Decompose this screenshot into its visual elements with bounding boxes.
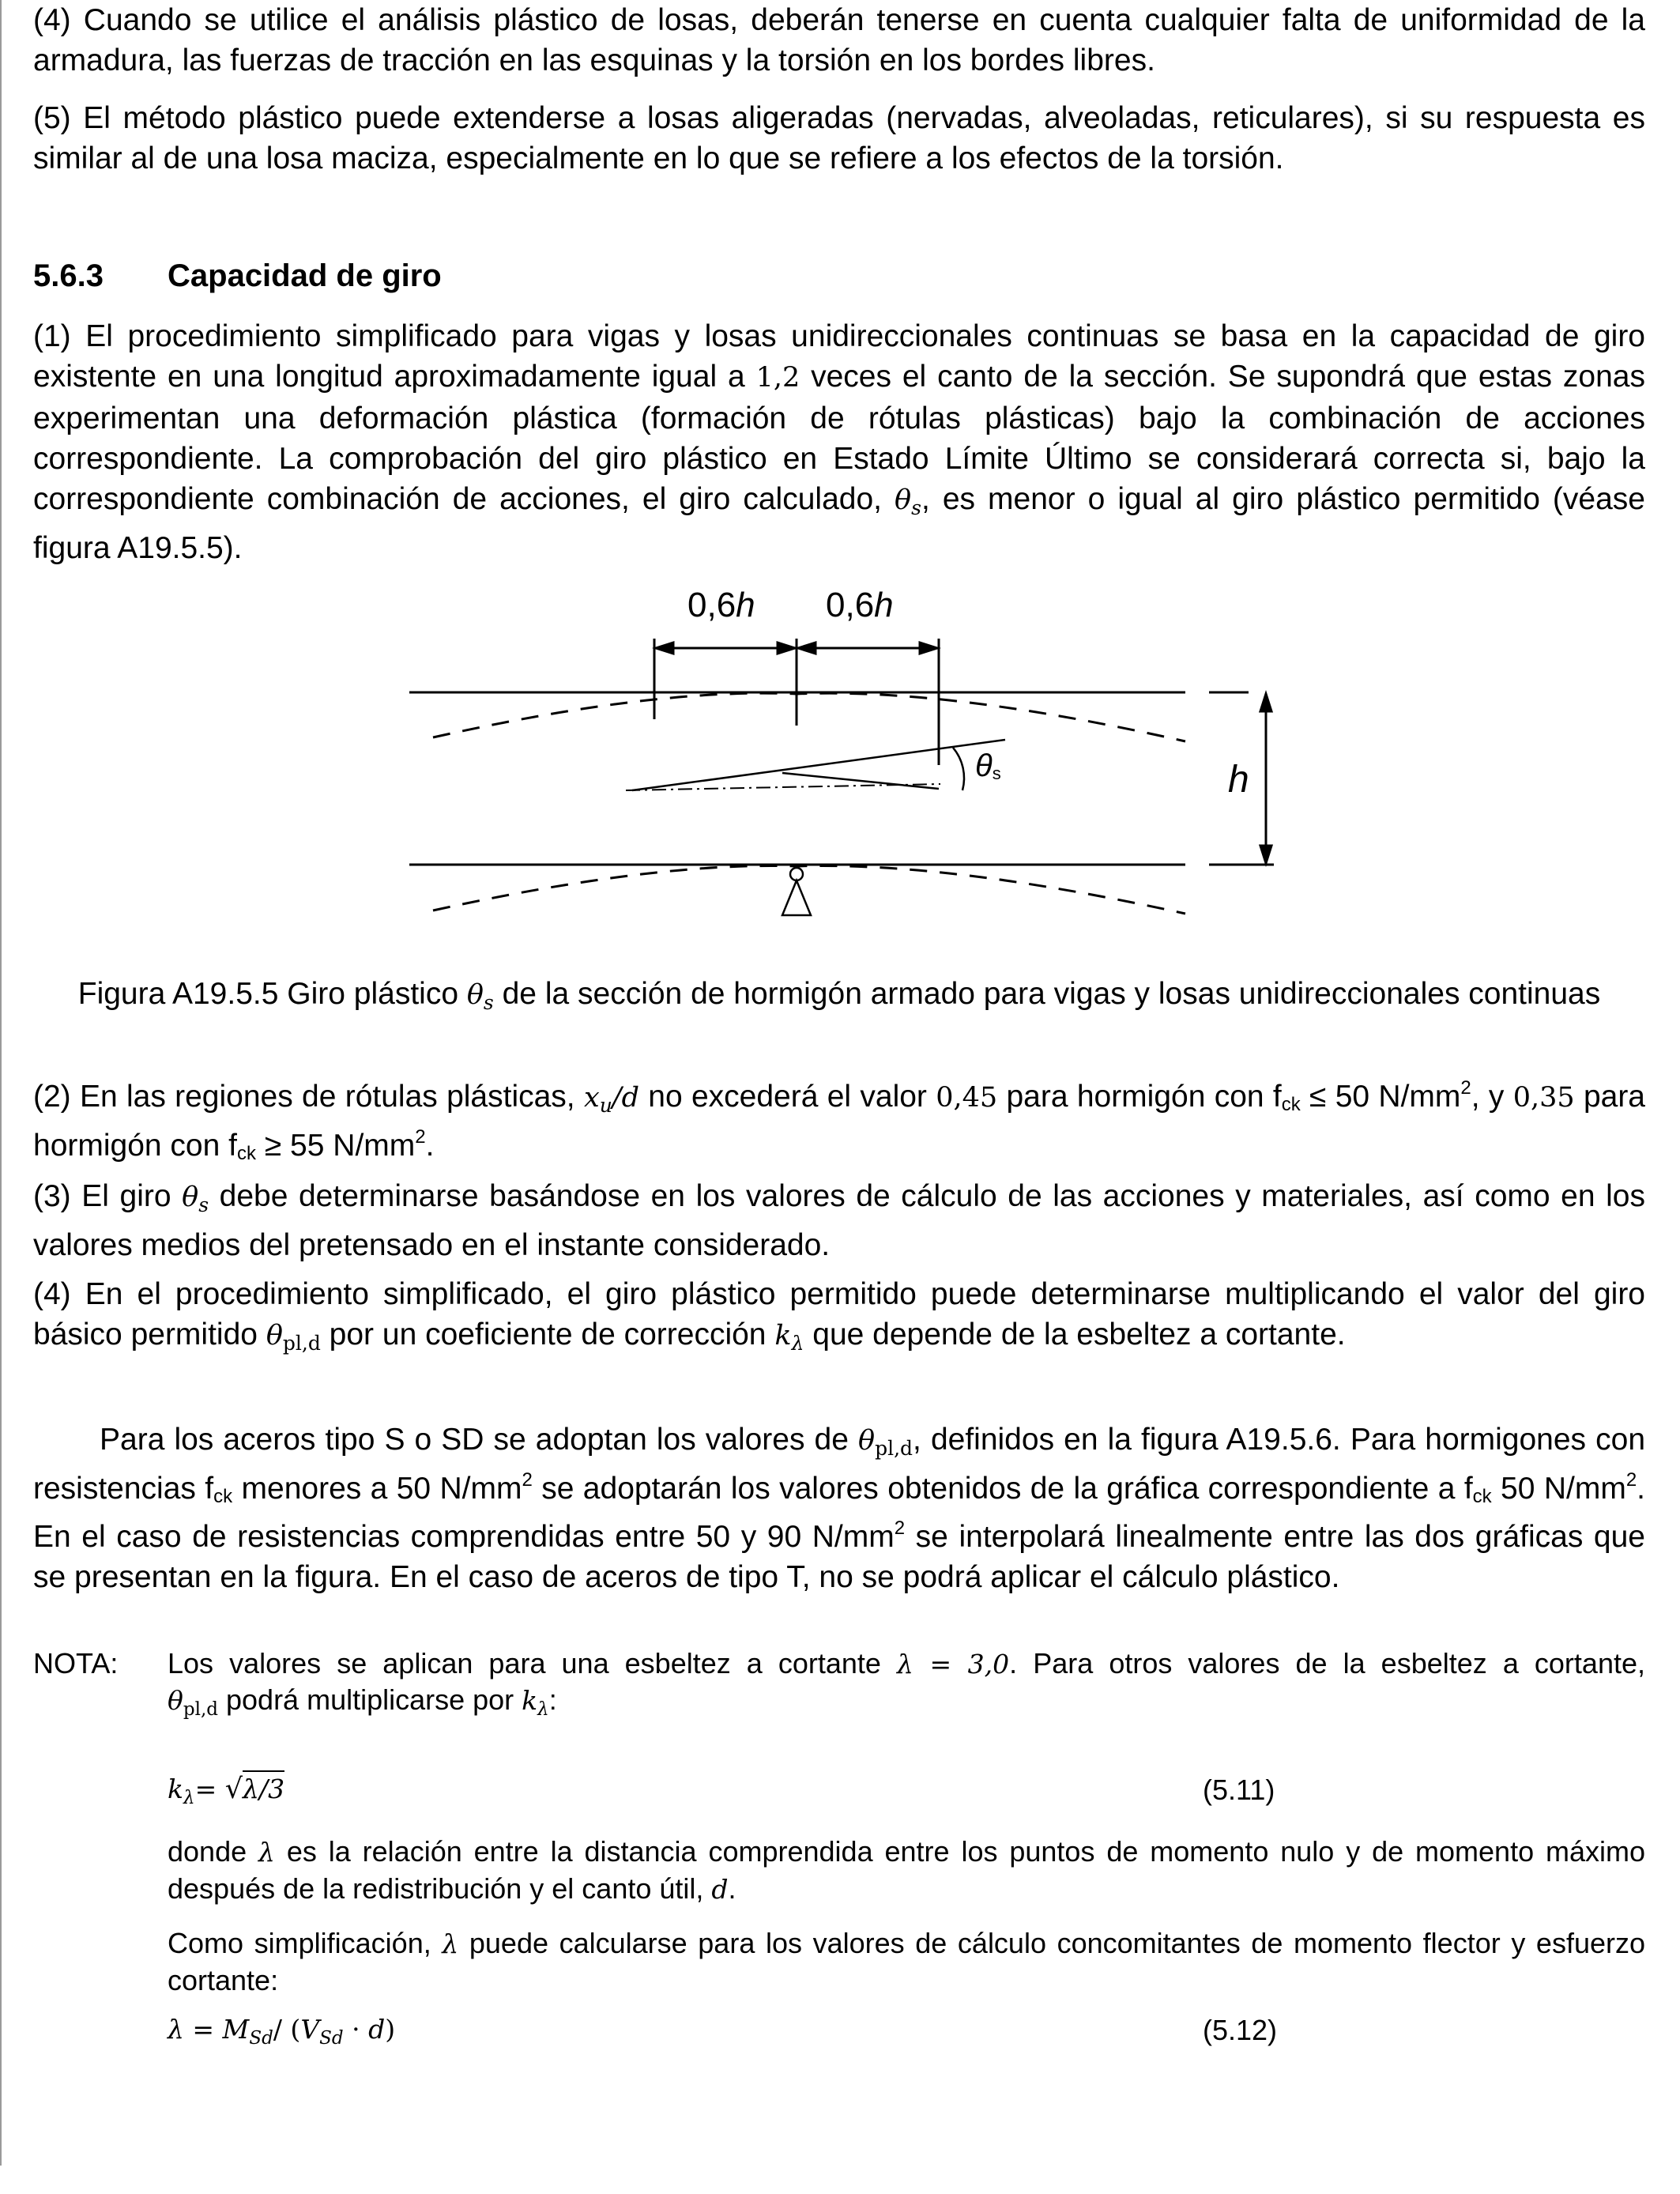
plastic-rotation-figure — [395, 583, 1312, 923]
dim-arrow-left — [656, 643, 673, 654]
p1-text-a: (1) El procedimiento simplificado para vigas y losas unidireccionales continuas se basa en la capacidad de giro existente en una longitud aproximadamente igual a — [33, 319, 1645, 394]
eq1-k-symbol: k — [168, 1774, 183, 1804]
paragraph-5-lightened-slabs: (5) El método plástico puede extenderse a losas aligeradas (nervadas, alveoladas, reticulares), si su respuesta es similar al de una losa maciza, especialmente en lo que se refiere a los efectos de la torsión. — [33, 101, 1645, 175]
p1-text-c: , es menor o igual al giro plástico permitido (véase figura A19.5.5). — [33, 482, 1645, 565]
paragraph-steel-types — [33, 1419, 1645, 1597]
steel-fck-sub-2: ck — [1472, 1486, 1492, 1507]
equation-5-12-number: (5.12) — [1203, 2014, 1278, 2046]
donde-text-a: donde — [168, 1835, 259, 1868]
p3-text-b: debe determinarse basándose en los valores de cálculo de las acciones y materiales, así como en los valores medios del pretensado en el instante considerado. — [33, 1179, 1645, 1262]
dim-label-right: 0,6h — [826, 586, 894, 624]
dim-arrow-center-right — [798, 643, 816, 654]
note-l2-text-a: podrá multiplicarse por — [218, 1683, 522, 1716]
rotation-angle-arc — [953, 748, 964, 790]
p2-sup-2: 2 — [415, 1126, 426, 1148]
steel-theta-symbol: θ — [858, 1425, 876, 1457]
caption-text-b: de la sección de hormigón armado para vigas y losas unidireccionales continuas — [493, 977, 1601, 1011]
steel-text-e: 50 N/mm — [1491, 1472, 1626, 1506]
rotated-chord-line — [632, 740, 1005, 790]
paragraph-4-simplified-procedure — [33, 1274, 1645, 1363]
fig-h-label: h — [1228, 759, 1249, 801]
p4b-lambda-subscript: λ — [791, 1332, 804, 1355]
paragraph-3-rotation-determination — [33, 1176, 1645, 1265]
p2-limit-035: 0,35 — [1512, 1082, 1575, 1114]
steel-sup-2: 2 — [1625, 1469, 1637, 1491]
p2-text-d: ≤ 50 N/mm — [1300, 1080, 1461, 1114]
fig-theta-label: θs — [975, 748, 1001, 783]
h-arrow-top — [1260, 694, 1271, 711]
deformed-top-face — [433, 693, 1185, 741]
equation-5-11 — [168, 1770, 1645, 1816]
sqrt-radical-icon: √ — [224, 1774, 243, 1805]
eq2-lambda-equals: λ = — [168, 2014, 223, 2045]
eq2-close-paren: ) — [385, 2014, 396, 2045]
paragraph-2-plastic-hinges — [33, 1076, 1645, 1174]
p1-text-b: veces el canto de la sección. Se supondrá que estas zonas experimentan una deformación plástica (formación de rótulas plásticas) bajo la combinación de acciones correspondiente. La comprobación del giro plástico en Estado Límite Último se considerará correcta si, bajo la correspondiente combinación de acciones, el giro calculado, — [33, 360, 1645, 516]
p2-fck-sub-2: ck — [236, 1143, 256, 1164]
p1-theta-subscript: s — [911, 496, 921, 519]
p4b-text-c: que depende de la esbeltez a cortante. — [804, 1318, 1346, 1351]
eq2-V-symbol: V — [300, 2014, 320, 2045]
eq2-M-subscript: Sd — [249, 2028, 273, 2049]
eq1-equals: = — [194, 1774, 225, 1804]
steel-text-c: menores a 50 N/mm — [232, 1472, 522, 1506]
support-triangle-icon — [782, 880, 811, 915]
steel-sup-1: 2 — [522, 1469, 533, 1491]
eq1-radicand: λ/3 — [243, 1770, 284, 1804]
note-line-2 — [168, 1682, 1645, 1728]
eq2-M-symbol: M — [222, 2014, 250, 2045]
p2-text-a: (2) En las regiones de rótulas plásticas, — [33, 1080, 584, 1114]
note-label: NOTA: — [33, 1647, 119, 1679]
p2-xu-d: /d — [612, 1082, 639, 1114]
p4b-text-a: (4) En el procedimiento simplificado, el giro plástico permitido puede determinarse multiplicando el valor del giro básico permitido — [33, 1277, 1645, 1351]
note-line-1 — [168, 1646, 1645, 1683]
eq2-dot: · — [343, 2014, 369, 2045]
donde-lambda-symbol: λ — [258, 1837, 275, 1868]
steel-text-d: se adoptarán los valores obtenidos de la gráfica correspondiente a f — [532, 1472, 1473, 1506]
note-simplification-paragraph — [168, 1925, 1645, 1999]
p3-theta-subscript: s — [198, 1193, 209, 1216]
equation-5-12 — [168, 2011, 1645, 2056]
p2-text-h: . — [425, 1129, 435, 1163]
section-title: Capacidad de giro — [168, 258, 442, 293]
paragraph-1-rotation-capacity — [33, 316, 1645, 568]
note-k-subscript: λ — [537, 1699, 549, 1720]
p2-limit-045: 0,45 — [936, 1082, 998, 1114]
p3-theta-symbol: θ — [182, 1182, 199, 1213]
p3-text-a: (3) El giro — [33, 1179, 183, 1213]
p4b-pld-subscript: pl,d — [282, 1332, 321, 1355]
simpl-text-b: puede calcularse para los valores de cálculo concomitantes de momento flector y esfuerzo cortante: — [168, 1927, 1646, 1996]
eq1-k-subscript: λ — [183, 1788, 195, 1808]
p2-text-e: , y — [1471, 1080, 1513, 1114]
caption-text-a: Figura A19.5.5 Giro plástico — [77, 977, 467, 1011]
p2-text-g: ≥ 55 N/mm — [255, 1129, 416, 1163]
simpl-lambda-symbol: λ — [442, 1928, 459, 1959]
note-l1-text-a: Los valores se aplican para una esbeltez a cortante — [168, 1647, 898, 1679]
simpl-text-a: Como simplificación, — [168, 1927, 443, 1959]
note-lambda-value: λ = 3,0 — [897, 1649, 1010, 1679]
equation-5-11-number: (5.11) — [1203, 1774, 1275, 1806]
p2-xu-subscript: u — [599, 1094, 612, 1117]
eq2-V-subscript: Sd — [319, 2028, 344, 2049]
p2-xu-symbol: x — [583, 1082, 600, 1114]
p4b-theta-symbol: θ — [266, 1320, 283, 1351]
p2-text-f: para hormigón con f — [33, 1080, 1645, 1163]
note-l2-text-b: : — [548, 1683, 557, 1716]
paragraph-4-slabs: (4) Cuando se utilice el análisis plástico de losas, deberán tenerse en cuenta cualquier falta de uniformidad de la armadura, las fuerzas de tracción en las esquinas y la torsión en los bordes libres. — [33, 3, 1645, 77]
donde-d-symbol: d — [711, 1874, 729, 1905]
eq2-d-symbol: d — [368, 2014, 386, 2045]
steel-text-a: Para los aceros tipo S o SD se adoptan los valores de — [100, 1423, 859, 1457]
p2-sup-1: 2 — [1460, 1077, 1471, 1099]
p2-text-b: no excederá el valor — [639, 1080, 936, 1114]
eq2-divide: / ( — [273, 2014, 301, 2045]
steel-text-g: se interpolará linealmente entre las dos gráficas que se presentan en la figura. En el caso de aceros de tipo T, no se podrá aplicar el cálculo plástico. — [33, 1520, 1645, 1594]
p1-theta-symbol: θ — [895, 484, 912, 516]
steel-pld-subscript: pl,d — [875, 1437, 913, 1460]
note-where-paragraph — [168, 1834, 1645, 1908]
donde-text-b: es la relación entre la distancia comprendida entre los puntos de momento nulo y de momento máximo después de la redistribución y el canto útil, — [168, 1835, 1646, 1905]
caption-theta-symbol: θ — [466, 979, 484, 1011]
steel-fck-sub-1: ck — [213, 1486, 233, 1507]
section-number: 5.6.3 — [33, 258, 104, 293]
figure-caption — [33, 974, 1645, 1023]
dim-arrow-right — [920, 643, 937, 654]
donde-text-c: . — [728, 1872, 736, 1905]
note-pld-subscript: pl,d — [183, 1699, 218, 1720]
p4b-k-symbol: k — [774, 1320, 792, 1351]
caption-theta-subscript: s — [483, 991, 494, 1014]
note-k-symbol: k — [522, 1685, 538, 1716]
dim-label-left: 0,6h — [687, 586, 755, 624]
p2-text-c: para hormigón con f — [997, 1080, 1282, 1114]
page-left-border — [0, 0, 2, 2166]
p4b-text-b: por un coeficiente de corrección — [320, 1318, 775, 1351]
note-theta-symbol: θ — [168, 1685, 183, 1716]
steel-text-b: , definidos en la figura A19.5.6. Para hormigones con resistencias f — [33, 1423, 1646, 1506]
h-arrow-bottom — [1260, 846, 1271, 863]
note-l1-text-b: . Para otros valores de la esbeltez a cortante, — [1009, 1647, 1645, 1679]
steel-sup-3: 2 — [894, 1517, 906, 1539]
section-heading — [33, 254, 442, 297]
steel-text-f: . En el caso de resistencias comprendidas entre 50 y 90 N/mm — [33, 1472, 1646, 1554]
deformed-bottom-face — [433, 865, 1185, 914]
p2-fck-sub-1: ck — [1281, 1094, 1301, 1115]
p1-factor: 1,2 — [755, 362, 800, 394]
dim-arrow-center-left — [778, 643, 795, 654]
